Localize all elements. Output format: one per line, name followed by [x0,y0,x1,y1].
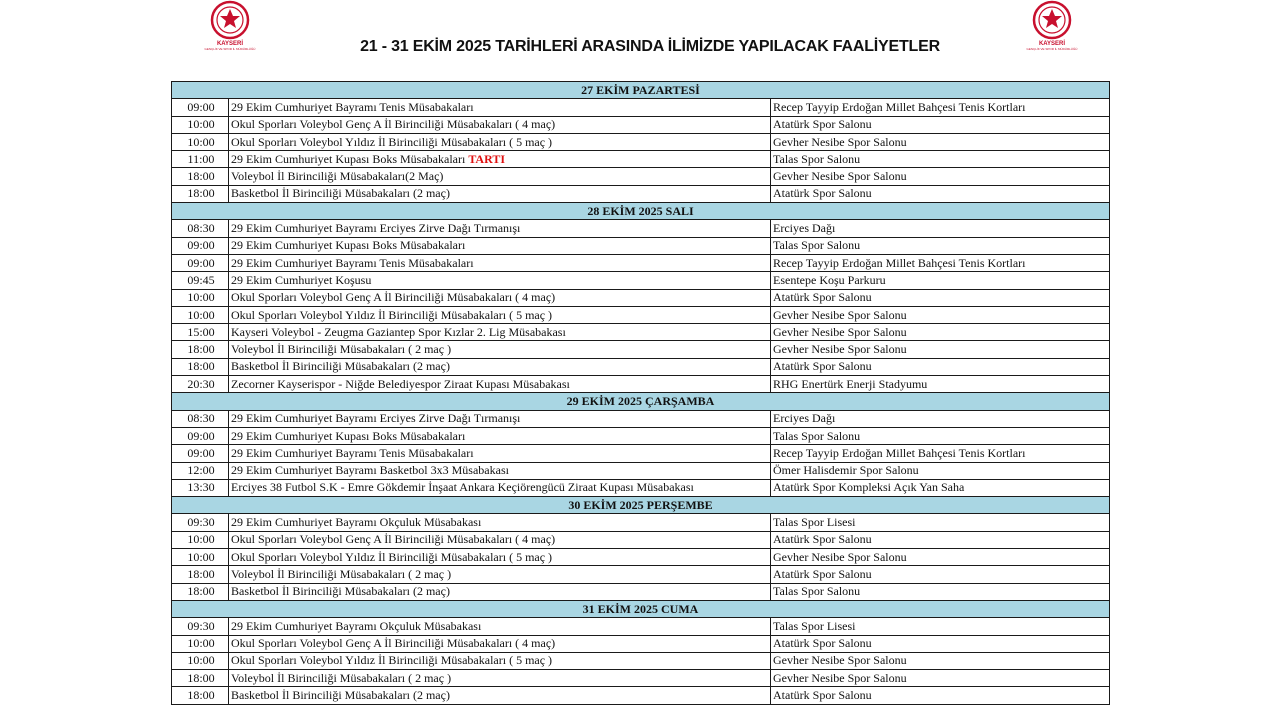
event-cell [229,514,771,531]
event-name: Basketbol İl Birinciliği Müsabakaları (2 maç) [231,584,450,599]
event-venue: Gevher Nesibe Spor Salonu [771,168,1110,185]
event-time: 08:30 [172,410,229,427]
event-venue: Atatürk Spor Kompleksi Açık Yan Saha [771,479,1110,496]
event-time: 18:00 [172,670,229,687]
event-time: 09:30 [172,618,229,635]
event-cell [229,427,771,444]
event-name: Erciyes 38 Futbol S.K - Emre Gökdemir İnşaat Ankara Keçiörengücü Ziraat Kupası Müsabakası [231,480,694,495]
event-name: Okul Sporları Voleybol Yıldız İl Birinciliği Müsabakaları ( 5 maç ) [231,549,553,564]
event-cell [229,168,771,185]
event-name: Okul Sporları Voleybol Genç A İl Birinciliği Müsabakaları ( 4 maç) [231,117,556,132]
event-row [172,427,1110,444]
event-row [172,185,1110,202]
event-row [172,289,1110,306]
event-cell [229,549,771,566]
event-name: Okul Sporları Voleybol Genç A İl Birinciliği Müsabakaları ( 4 maç) [231,532,556,547]
day-header-row [172,393,1110,410]
logo-name: KAYSERİ [1038,41,1066,47]
event-row [172,168,1110,185]
event-time: 09:30 [172,514,229,531]
event-name: Voleybol İl Birinciliği Müsabakaları(2 Maç) [231,169,444,184]
event-name: Okul Sporları Voleybol Yıldız İl Birinciliği Müsabakaları ( 5 maç ) [231,653,553,668]
event-cell [229,618,771,635]
event-time: 09:00 [172,237,229,254]
event-cell [229,445,771,462]
event-cell [229,289,771,306]
event-venue: Atatürk Spor Salonu [771,531,1110,548]
event-venue: Gevher Nesibe Spor Salonu [771,341,1110,358]
event-cell [229,220,771,237]
event-cell [229,635,771,652]
event-cell [229,306,771,323]
event-row [172,151,1110,168]
event-venue: Gevher Nesibe Spor Salonu [771,306,1110,323]
event-venue: Erciyes Dağı [771,410,1110,427]
event-venue: Talas Spor Salonu [771,237,1110,254]
event-name: 29 Ekim Cumhuriyet Bayramı Okçuluk Müsabakası [231,515,482,530]
event-venue: Gevher Nesibe Spor Salonu [771,670,1110,687]
event-time: 09:00 [172,445,229,462]
schedule-body [172,82,1110,705]
event-name: 29 Ekim Cumhuriyet Bayramı Okçuluk Müsabakası [231,618,482,633]
event-row [172,652,1110,669]
event-venue: RHG Enertürk Enerji Stadyumu [771,376,1110,393]
event-name: Basketbol İl Birinciliği Müsabakaları (2 maç) [231,688,450,703]
event-cell [229,151,771,168]
event-name: Voleybol İl Birinciliği Müsabakaları ( 2 maç ) [231,566,452,581]
event-name: 29 Ekim Cumhuriyet Kupası Boks Müsabakaları [231,151,469,166]
event-time: 12:00 [172,462,229,479]
event-venue: Talas Spor Salonu [771,151,1110,168]
event-cell [229,99,771,116]
event-venue: Atatürk Spor Salonu [771,185,1110,202]
event-venue: Gevher Nesibe Spor Salonu [771,652,1110,669]
event-venue: Atatürk Spor Salonu [771,358,1110,375]
event-venue: Talas Spor Salonu [771,583,1110,600]
day-header-row [172,203,1110,220]
event-time: 08:30 [172,220,229,237]
event-name: Basketbol İl Birinciliği Müsabakaları (2 maç) [231,359,450,374]
event-time: 20:30 [172,376,229,393]
day-title: 27 EKİM PAZARTESİ [172,82,1110,99]
event-row [172,99,1110,116]
event-cell [229,324,771,341]
event-name: Zecorner Kayserispor - Niğde Belediyespor Ziraat Kupası Müsabakası [231,376,570,391]
day-header-row [172,600,1110,617]
event-cell [229,185,771,202]
event-row [172,116,1110,133]
event-venue: Atatürk Spor Salonu [771,687,1110,704]
event-cell [229,410,771,427]
day-title: 30 EKİM 2025 PERŞEMBE [172,497,1110,514]
event-cell [229,462,771,479]
event-venue: Gevher Nesibe Spor Salonu [771,133,1110,150]
event-time: 09:00 [172,99,229,116]
event-cell [229,531,771,548]
event-name: Okul Sporları Voleybol Yıldız İl Birinciliği Müsabakaları ( 5 maç ) [231,307,553,322]
event-time: 18:00 [172,583,229,600]
emblem-icon [1022,0,1082,42]
event-time: 10:00 [172,116,229,133]
event-row [172,531,1110,548]
event-venue: Talas Spor Salonu [771,427,1110,444]
event-time: 18:00 [172,168,229,185]
logo-subtitle: GENÇLİK VE SPOR İL MÜDÜRLÜĞÜ [1026,47,1078,51]
event-row [172,566,1110,583]
event-row [172,133,1110,150]
event-name: Okul Sporları Voleybol Yıldız İl Birinciliği Müsabakaları ( 5 maç ) [231,134,553,149]
event-row [172,687,1110,704]
activity-schedule-table [171,81,1110,705]
event-row [172,306,1110,323]
emblem-icon [200,0,260,42]
logo-name: KAYSERİ [216,41,244,47]
kayseri-logo-left [200,0,260,58]
event-name: 29 Ekim Cumhuriyet Bayramı Basketbol 3x3 Müsabakası [231,463,509,478]
event-row [172,670,1110,687]
day-title: 29 EKİM 2025 ÇARŞAMBA [172,393,1110,410]
event-venue: Recep Tayyip Erdoğan Millet Bahçesi Tenis Kortları [771,445,1110,462]
event-row [172,583,1110,600]
event-name: Voleybol İl Birinciliği Müsabakaları ( 2 maç ) [231,670,452,685]
event-venue: Gevher Nesibe Spor Salonu [771,549,1110,566]
event-name: 29 Ekim Cumhuriyet Bayramı Tenis Müsabakaları [231,255,474,270]
event-venue: Atatürk Spor Salonu [771,116,1110,133]
event-row [172,272,1110,289]
event-cell [229,116,771,133]
day-header-row [172,497,1110,514]
event-name: Basketbol İl Birinciliği Müsabakaları (2 maç) [231,186,450,201]
page-title: 21 - 31 EKİM 2025 TARİHLERİ ARASINDA İLİMİZDE YAPILACAK FAALİYETLER [360,38,940,55]
day-title: 28 EKİM 2025 SALI [172,203,1110,220]
event-row [172,445,1110,462]
event-time: 18:00 [172,341,229,358]
event-time: 18:00 [172,566,229,583]
event-name: Voleybol İl Birinciliği Müsabakaları ( 2 maç ) [231,342,452,357]
event-row [172,358,1110,375]
event-time: 18:00 [172,358,229,375]
event-time: 10:00 [172,549,229,566]
event-row [172,462,1110,479]
event-cell [229,652,771,669]
event-name: 29 Ekim Cumhuriyet Kupası Boks Müsabakaları [231,238,466,253]
event-venue: Talas Spor Lisesi [771,618,1110,635]
event-row [172,514,1110,531]
logo-subtitle: GENÇLİK VE SPOR İL MÜDÜRLÜĞÜ [204,47,256,51]
event-time: 10:00 [172,635,229,652]
event-time: 18:00 [172,185,229,202]
event-note: TARTI [468,151,506,166]
event-row [172,237,1110,254]
event-time: 13:30 [172,479,229,496]
event-cell [229,687,771,704]
event-venue: Gevher Nesibe Spor Salonu [771,324,1110,341]
day-title: 31 EKİM 2025 CUMA [172,600,1110,617]
event-row [172,220,1110,237]
event-time: 09:00 [172,427,229,444]
event-row [172,324,1110,341]
event-name: Okul Sporları Voleybol Genç A İl Birinciliği Müsabakaları ( 4 maç) [231,636,556,651]
event-venue: Ömer Halisdemir Spor Salonu [771,462,1110,479]
event-cell [229,583,771,600]
event-time: 10:00 [172,652,229,669]
day-header-row [172,82,1110,99]
event-time: 15:00 [172,324,229,341]
event-venue: Erciyes Dağı [771,220,1110,237]
event-name: 29 Ekim Cumhuriyet Bayramı Tenis Müsabakaları [231,99,474,114]
event-name: 29 Ekim Cumhuriyet Bayramı Tenis Müsabakaları [231,445,474,460]
event-name: 29 Ekim Cumhuriyet Kupası Boks Müsabakaları [231,428,466,443]
event-name: Kayseri Voleybol - Zeugma Gaziantep Spor Kızlar 2. Lig Müsabakası [231,324,566,339]
event-venue: Atatürk Spor Salonu [771,289,1110,306]
event-cell [229,254,771,271]
event-cell [229,670,771,687]
event-row [172,549,1110,566]
event-cell [229,133,771,150]
event-time: 11:00 [172,151,229,168]
event-cell [229,479,771,496]
event-venue: Esentepe Koşu Parkuru [771,272,1110,289]
event-cell [229,237,771,254]
event-venue: Atatürk Spor Salonu [771,635,1110,652]
event-time: 10:00 [172,289,229,306]
kayseri-logo-right [1022,0,1082,58]
event-name: 29 Ekim Cumhuriyet Koşusu [231,272,372,287]
event-time: 10:00 [172,531,229,548]
event-venue: Atatürk Spor Salonu [771,566,1110,583]
event-cell [229,358,771,375]
event-row [172,254,1110,271]
event-cell [229,272,771,289]
event-row [172,410,1110,427]
event-venue: Recep Tayyip Erdoğan Millet Bahçesi Tenis Kortları [771,99,1110,116]
event-name: Okul Sporları Voleybol Genç A İl Birinciliği Müsabakaları ( 4 maç) [231,290,556,305]
event-time: 09:45 [172,272,229,289]
event-venue: Recep Tayyip Erdoğan Millet Bahçesi Tenis Kortları [771,254,1110,271]
event-cell [229,566,771,583]
event-time: 10:00 [172,306,229,323]
event-cell [229,376,771,393]
event-time: 10:00 [172,133,229,150]
event-row [172,341,1110,358]
event-name: 29 Ekim Cumhuriyet Bayramı Erciyes Zirve Dağı Tırmanışı [231,411,521,426]
event-name: 29 Ekim Cumhuriyet Bayramı Erciyes Zirve Dağı Tırmanışı [231,221,521,236]
event-row [172,479,1110,496]
event-row [172,618,1110,635]
event-row [172,635,1110,652]
event-time: 09:00 [172,254,229,271]
event-time: 18:00 [172,687,229,704]
event-row [172,376,1110,393]
event-cell [229,341,771,358]
event-venue: Talas Spor Lisesi [771,514,1110,531]
